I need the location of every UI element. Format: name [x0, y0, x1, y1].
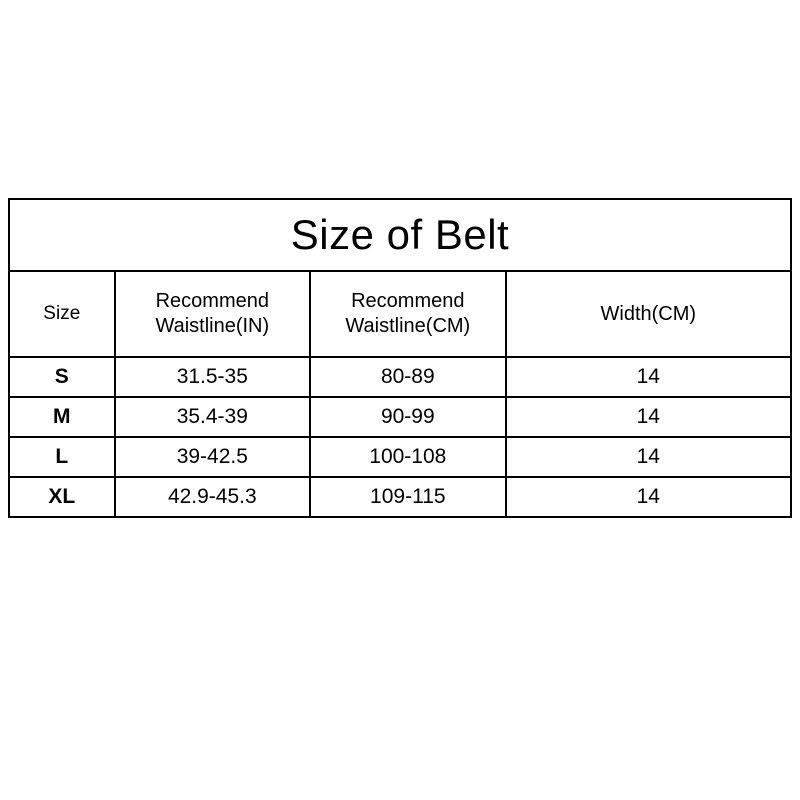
table-row	[9, 477, 791, 517]
page-title: Size of Belt	[9, 199, 791, 271]
cell-waistline-cm: 80-89	[310, 357, 506, 397]
table-title-row	[9, 199, 791, 271]
cell-width-cm: 14	[506, 357, 791, 397]
table-row	[9, 357, 791, 397]
table-row	[9, 437, 791, 477]
cell-width-cm: 14	[506, 397, 791, 437]
cell-waistline-in: 42.9-45.3	[115, 477, 311, 517]
cell-waistline-cm: 109-115	[310, 477, 506, 517]
column-header-size: Size	[9, 271, 115, 357]
cell-waistline-in: 35.4-39	[115, 397, 311, 437]
column-header-waistline-in	[115, 271, 311, 357]
cell-waistline-in: 39-42.5	[115, 437, 311, 477]
cell-size: S	[9, 357, 115, 397]
cell-width-cm: 14	[506, 477, 791, 517]
cell-width-cm: 14	[506, 437, 791, 477]
size-chart	[8, 198, 792, 518]
column-header-waistline-in-line2: Waistline(IN)	[155, 315, 270, 337]
column-header-waistline-cm	[310, 271, 506, 357]
cell-waistline-cm: 90-99	[310, 397, 506, 437]
cell-waistline-in: 31.5-35	[115, 357, 311, 397]
table-header-row	[9, 271, 791, 357]
column-header-width-cm: Width(CM)	[506, 271, 791, 357]
column-header-waistline-cm-line1: Recommend	[351, 290, 465, 312]
cell-waistline-cm: 100-108	[310, 437, 506, 477]
cell-size: M	[9, 397, 115, 437]
cell-size: L	[9, 437, 115, 477]
table-row	[9, 397, 791, 437]
column-header-waistline-in-line1: Recommend	[155, 290, 269, 312]
cell-size: XL	[9, 477, 115, 517]
size-of-belt-table	[8, 198, 792, 518]
column-header-waistline-cm-line2: Waistline(CM)	[345, 315, 471, 337]
